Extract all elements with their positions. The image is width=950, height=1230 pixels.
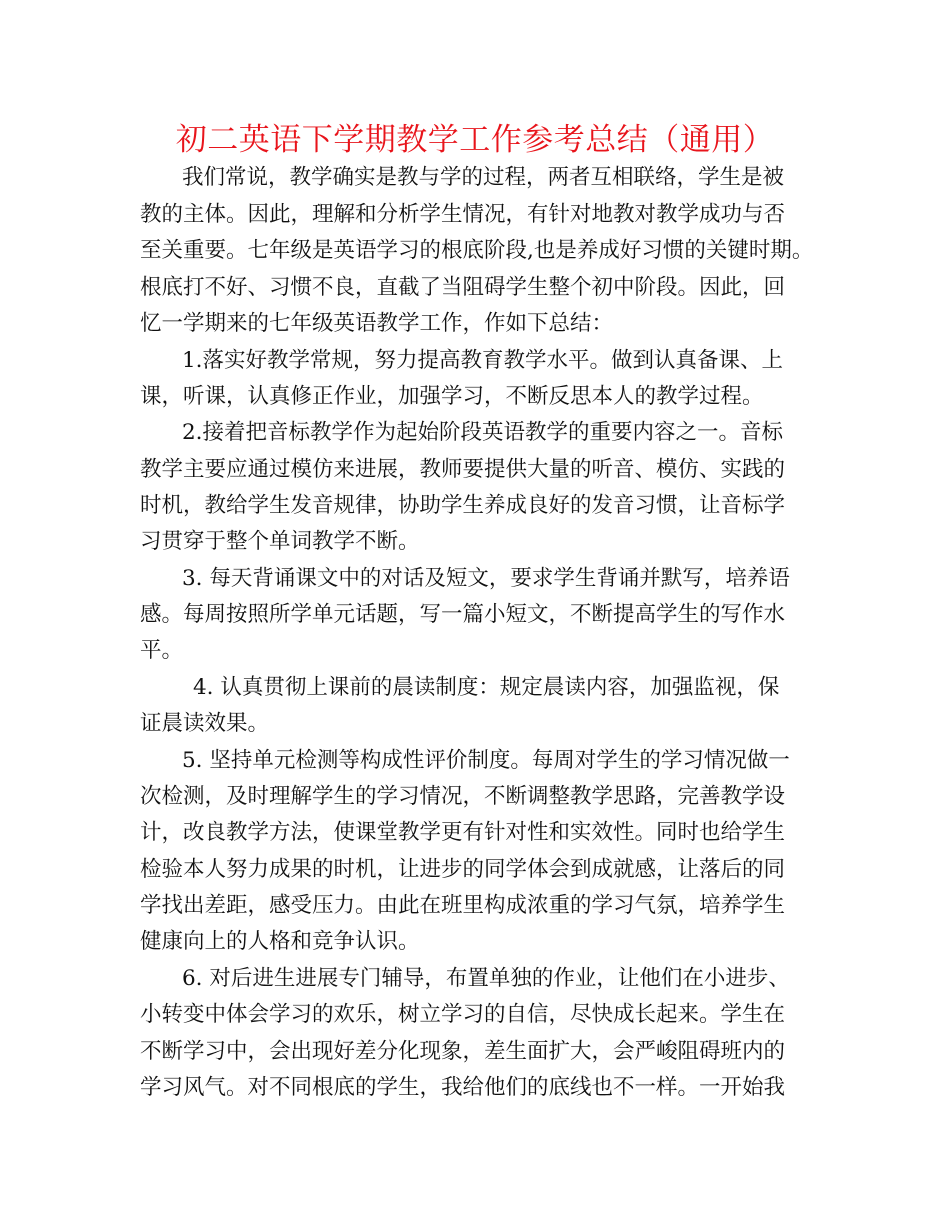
paragraph-line: 感。每周按照所学单元话题，写一篇小短文，不断提高学生的写作水: [140, 602, 786, 627]
paragraph-line: 次检测，及时理解学生的学习情况，不断调整教学思路，完善教学设: [140, 784, 786, 809]
paragraph-line: 教的主体。因此，理解和分析学生情况，有针对地教对教学成功与否: [140, 202, 786, 227]
paragraph-line: 我们常说，教学确实是教与学的过程，两者互相联络，学生是被: [182, 165, 785, 190]
paragraph-line: 平。: [140, 638, 184, 663]
paragraph-line: 根底打不好、习惯不良，直截了当阻碍学生整个初中阶段。因此，回: [140, 275, 786, 300]
paragraph-line: 检验本人努力成果的时机，让进步的同学体会到成就感，让落后的同: [140, 857, 786, 882]
paragraph-line: 5. 坚持单元检测等构成性评价制度。每周对学生的学习情况做一: [182, 748, 790, 773]
paragraph-line: 不断学习中，会出现好差分化现象，差生面扩大，会严峻阻碍班内的: [140, 1039, 786, 1064]
document-title: 初二英语下学期教学工作参考总结（通用）: [175, 122, 775, 158]
paragraph-line: 时机，教给学生发音规律，协助学生养成良好的发音习惯，让音标学: [140, 493, 786, 518]
paragraph-line: 忆一学期来的七年级英语教学工作，作如下总结：: [140, 311, 614, 336]
paragraph-line: 至关重要。七年级是英语学习的根底阶段,也是养成好习惯的关键时期。: [140, 238, 814, 263]
paragraph-line: 学习风气。对不同根底的学生，我给他们的底线也不一样。一开始我: [140, 1075, 786, 1100]
paragraph-line: 计，改良教学方法，使课堂教学更有针对性和实效性。同时也给学生: [140, 820, 786, 845]
paragraph-line: 3. 每天背诵课文中的对话及短文，要求学生背诵并默写，培养语: [182, 566, 790, 591]
paragraph-line: 健康向上的人格和竞争认识。: [140, 929, 420, 954]
paragraph-line: 4. 认真贯彻上课前的晨读制度：规定晨读内容，加强监视，保: [193, 675, 780, 700]
paragraph-line: 教学主要应通过模仿来进展，教师要提供大量的听音、模仿、实践的: [140, 457, 786, 482]
paragraph-line: 6. 对后进生进展专门辅导，布置单独的作业，让他们在小进步、: [182, 966, 790, 991]
paragraph-line: 证晨读效果。: [140, 711, 270, 736]
paragraph-line: 1.落实好教学常规，努力提高教育教学水平。做到认真备课、上: [182, 348, 784, 373]
paragraph-line: 学找出差距，感受压力。由此在班里构成浓重的学习气氛，培养学生: [140, 893, 786, 918]
paragraph-line: 习贯穿于整个单词教学不断。: [140, 529, 420, 554]
paragraph-line: 课，听课，认真修正作业，加强学习，不断反思本人的教学过程。: [140, 384, 764, 409]
paragraph-line: 小转变中体会学习的欢乐，树立学习的自信，尽快成长起来。学生在: [140, 1002, 786, 1027]
paragraph-line: 2.接着把音标教学作为起始阶段英语教学的重要内容之一。音标: [182, 420, 784, 445]
